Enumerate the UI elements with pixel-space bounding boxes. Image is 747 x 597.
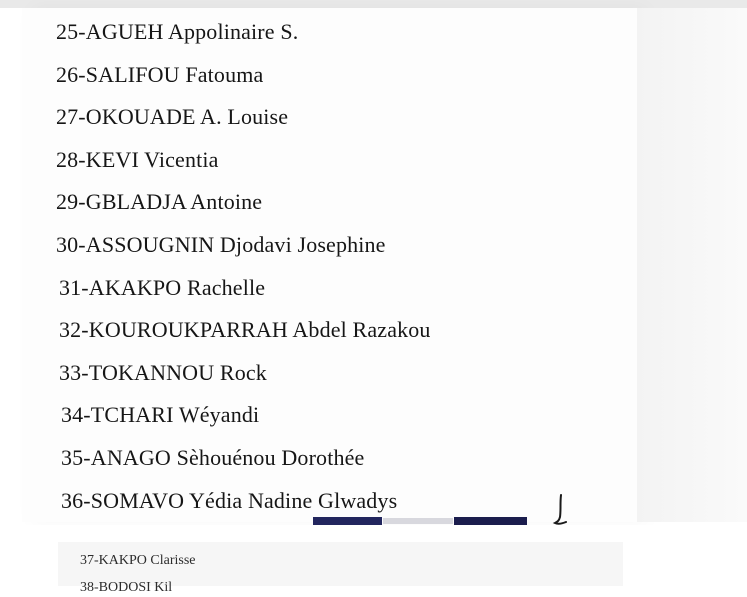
list-item: 33-TOKANNOU Rock <box>59 359 267 385</box>
list-item: 25-AGUEH Appolinaire S. <box>56 19 299 44</box>
next-page-entry: 37-KAKPO Clarisse <box>80 553 196 568</box>
next-page-entry: 38-BODOSI Kil <box>80 580 173 595</box>
list-item: 35-ANAGO Sèhouénou Dorothée <box>61 444 365 470</box>
stamp-bar-dark <box>313 517 382 525</box>
list-item: 32-KOUROUKPARRAH Abdel Razakou <box>59 317 431 343</box>
list-item: 26-SALIFOU Fatouma <box>56 61 264 87</box>
list-item: 28-KEVI Vicentia <box>56 146 219 172</box>
page-right-margin <box>637 8 747 522</box>
page-divider <box>0 525 747 541</box>
signature-mark-icon <box>545 493 575 528</box>
stamp-bar-light <box>383 518 453 524</box>
list-item: 36-SOMAVO Yédia Nadine Glwadys <box>61 487 398 513</box>
name-list <box>56 11 616 522</box>
list-item: 29-GBLADJA Antoine <box>56 189 263 215</box>
list-item: 31-AKAKPO Rachelle <box>59 274 266 300</box>
list-item: 34-TCHARI Wéyandi <box>61 402 260 428</box>
stamp-bar-dark <box>454 517 527 525</box>
next-page-preview <box>58 542 623 595</box>
top-band <box>0 0 747 8</box>
list-item: 30-ASSOUGNIN Djodavi Josephine <box>56 231 386 257</box>
list-item: 27-OKOUADE A. Louise <box>56 104 289 130</box>
